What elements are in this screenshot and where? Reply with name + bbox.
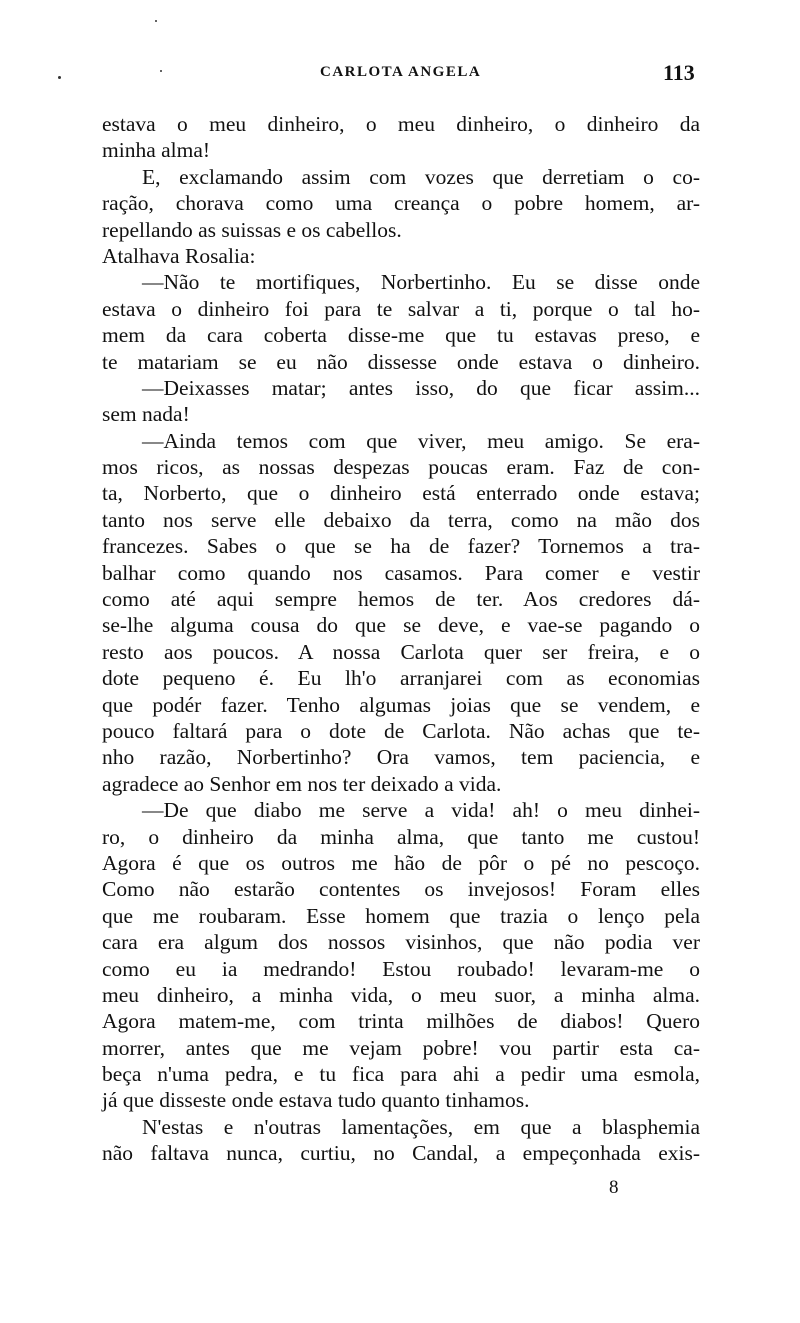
text-line: agradece ao Senhor em nos ter deixado a vida. [102,771,502,796]
text-line: —De que diabo me serve a vida! ah! o meu dinhei- [142,798,700,823]
print-speck [160,70,162,72]
print-speck [155,20,157,22]
text-line: já que disseste onde estava tudo quanto tinhamos. [102,1088,530,1113]
text-line: não faltava nunca, curtiu, no Candal, a empeçonhada exis- [102,1141,700,1166]
text-line: ração, chorava como uma creança o pobre homem, ar- [102,191,700,216]
text-line: te matariam se eu não dissesse onde estava o dinheiro. [102,349,700,374]
print-speck [58,76,61,79]
text-line: resto aos poucos. A nossa Carlota quer ser freira, e o [102,639,700,664]
text-line: estava o meu dinheiro, o meu dinheiro, o dinheiro da [102,112,700,136]
text-line: como eu ia medrando! Estou roubado! levaram-me o [102,956,700,981]
signature-mark: 8 [609,1177,619,1198]
text-line: Atalhava Rosalia: [102,243,256,268]
text-line: E, exclamando assim com vozes que derretiam o co- [142,164,700,189]
text-line: mos ricos, as nossas despezas poucas eram. Faz de con- [102,455,700,480]
text-line: nho razão, Norbertinho? Ora vamos, tem paciencia, e [102,745,700,770]
text-line: dote pequeno é. Eu lh'o arranjarei com as economias [102,666,700,691]
text-line: N'estas e n'outras lamentações, em que a blasphemia [142,1114,700,1139]
text-line: estava o dinheiro foi para te salvar a ti, porque o tal ho- [102,296,700,321]
text-line: que podér fazer. Tenho algumas joias que se vendem, e [102,692,700,717]
text-line: balhar como quando nos casamos. Para comer e vestir [102,560,700,585]
text-line: se-lhe alguma cousa do que se deve, e vae-se pagando o [102,613,700,638]
text-line: como até aqui sempre hemos de ter. Aos credores dá- [102,587,700,612]
text-line: Agora matem-me, com trinta milhões de diabos! Quero [102,1009,700,1034]
text-line: —Ainda temos com que viver, meu amigo. Se era- [142,428,700,453]
body-text [102,111,700,1167]
text-line: cara era algum dos nossos visinhos, que não podia ver [102,930,700,955]
text-line: beça n'uma pedra, e tu fica para ahi a pedir uma esmola, [102,1062,700,1087]
text-line: —Deixasses matar; antes isso, do que ficar assim... [142,375,700,400]
text-line: pouco faltará para o dote de Carlota. Não achas que te- [102,718,700,743]
text-line: tanto nos serve elle debaixo da terra, como na mão dos [102,507,700,532]
page-number: 113 [663,60,695,85]
text-line: mem da cara coberta disse-me que tu estavas preso, e [102,323,700,348]
text-line: Como não estarão contentes os invejosos! Foram elles [102,877,700,902]
running-title: CARLOTA ANGELA [320,64,482,80]
text-line: ro, o dinheiro da minha alma, que tanto me custou! [102,824,700,849]
text-line: ta, Norberto, que o dinheiro está enterrado onde estava; [102,481,700,506]
text-line: Agora é que os outros me hão de pôr o pé no pescoço. [102,850,700,875]
text-line: morrer, antes que me vejam pobre! vou partir esta ca- [102,1035,700,1060]
text-line: que me roubaram. Esse homem que trazia o lenço pela [102,903,700,928]
text-line: minha alma! [102,138,211,163]
text-line: francezes. Sabes o que se ha de fazer? Tornemos a tra- [102,534,700,559]
text-line: repellando as suissas e os cabellos. [102,217,402,242]
text-line: sem nada! [102,402,190,427]
text-line: —Não te mortifiques, Norbertinho. Eu se disse onde [142,270,700,295]
text-line: meu dinheiro, a minha vida, o meu suor, a minha alma. [102,982,700,1007]
